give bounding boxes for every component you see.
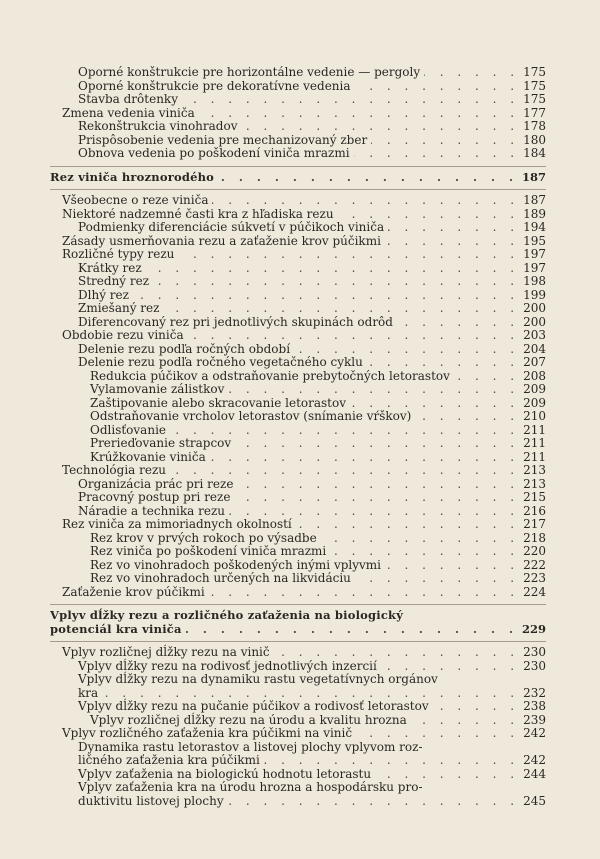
dot-leader — [209, 586, 519, 600]
toc-entry-title: duktivitu listovej plochy — [78, 793, 224, 808]
toc-page-number: 230 — [523, 645, 546, 659]
toc-page-number: 210 — [523, 409, 546, 423]
toc-entry — [50, 356, 546, 370]
toc-entry-title: Krúžkovanie viniča — [90, 449, 206, 464]
toc-entry-title: Prerieďovanie strapcov — [90, 436, 232, 450]
dot-leader — [415, 410, 519, 424]
dot-leader — [274, 646, 519, 660]
toc-entry-title: Rekonštrukcia vinohradov — [78, 119, 238, 133]
dot-leader — [381, 660, 519, 674]
toc-page-number: 211 — [523, 436, 546, 450]
dot-leader — [367, 356, 519, 370]
dot-leader — [235, 437, 519, 451]
toc-page-number: 175 — [523, 65, 546, 79]
dot-leader — [330, 545, 519, 559]
dot-leader — [411, 714, 519, 728]
toc-entry-title: Všeobecne o reze viniča — [62, 193, 209, 207]
dot-leader — [397, 316, 519, 330]
toc-entry-title: Odlisťovanie — [90, 422, 167, 437]
dot-leader — [182, 93, 519, 107]
toc-entry — [50, 518, 546, 532]
toc-entry — [50, 478, 546, 492]
dot-leader — [264, 754, 519, 768]
toc-entry — [50, 545, 546, 559]
toc-page-number: 204 — [523, 341, 546, 356]
toc-entry — [50, 194, 546, 208]
toc-entry — [50, 451, 546, 465]
toc-page-number: 211 — [523, 422, 546, 437]
toc-entry-title: Niektoré nadzemné časti kra z hľadiska rezu — [62, 206, 334, 221]
toc-page-number: 232 — [523, 685, 546, 700]
toc-page-number: 209 — [523, 382, 546, 396]
toc-entry — [50, 437, 546, 451]
dot-leader — [163, 302, 519, 316]
toc-page-number: 216 — [523, 503, 546, 518]
toc-entry — [50, 275, 546, 289]
toc-entry-title: Vplyv rozličnej dĺžky rezu na vinič — [62, 645, 270, 659]
toc-entry — [50, 107, 546, 121]
toc-entry-title: Odstraňovanie vrcholov letorastov (snímanie vŕškov) — [90, 409, 412, 423]
toc-section-heading — [50, 171, 546, 185]
dot-leader — [188, 329, 519, 343]
toc-page-number: 213 — [523, 476, 546, 491]
toc-entry-title: Vplyv zaťaženia kra na úrodu hrozna a hospodársku pro- — [78, 780, 423, 794]
toc-page-number: 203 — [523, 328, 546, 342]
toc-page-number: 187 — [523, 193, 546, 207]
toc-entry — [50, 316, 546, 330]
section-divider — [50, 166, 546, 167]
toc-entry — [50, 262, 546, 276]
toc-entry-title: Delenie rezu podľa ročných období — [78, 341, 291, 356]
toc-entry-title: Zaťaženie krov púčikmi — [62, 584, 205, 599]
dot-leader — [371, 134, 519, 148]
dot-leader — [186, 623, 518, 637]
toc-entry — [50, 505, 546, 519]
toc-entry — [50, 93, 546, 107]
toc-entry — [50, 302, 546, 316]
dot-leader — [350, 397, 519, 411]
toc-entry-title: Oporné konštrukcie pre horizontálne vedenie — pergoly — [78, 65, 421, 79]
toc-page-number: 208 — [523, 368, 546, 383]
toc-entry-title: Zmena vedenia viniča — [62, 105, 195, 120]
toc-page-number: 175 — [523, 92, 546, 106]
dot-leader — [355, 572, 519, 586]
dot-leader — [133, 289, 519, 303]
toc-entry — [50, 464, 546, 478]
dot-leader — [454, 370, 519, 384]
toc-entry — [50, 687, 546, 701]
section-divider — [50, 604, 546, 605]
toc-page-number: 209 — [523, 395, 546, 410]
toc-entry-title: Dynamika rastu letorastov a listovej plochy vplyvom roz- — [78, 739, 423, 754]
toc-entry — [50, 80, 546, 94]
dot-leader — [388, 221, 519, 235]
toc-entry — [50, 781, 546, 795]
toc-entry — [50, 289, 546, 303]
toc-entry-title: Rozličné typy rezu — [62, 247, 175, 261]
dot-leader — [433, 700, 519, 714]
toc-page-number: 194 — [523, 220, 546, 234]
toc-entry-title: Rez vo vinohradoch poškodených inými vplyvmi — [90, 557, 382, 572]
dot-leader — [241, 120, 519, 134]
toc-entry-title: Vplyv dĺžky rezu na pučanie púčikov a rodivosť letorastov — [78, 699, 429, 713]
dot-leader — [102, 687, 519, 701]
toc-entry — [50, 66, 546, 80]
toc-entry — [50, 383, 546, 397]
toc-page-number: 218 — [523, 530, 546, 545]
toc-entry — [50, 586, 546, 600]
toc-entry — [50, 235, 546, 249]
toc-page-number: 207 — [523, 355, 546, 369]
toc-section-heading — [50, 623, 546, 637]
toc-entry — [50, 572, 546, 586]
toc-entry — [50, 754, 546, 768]
dot-leader — [321, 532, 519, 546]
toc-page-number: 229 — [521, 621, 546, 636]
toc-entry-title: Rez vo vinohradoch určených na likvidáciu — [90, 571, 351, 585]
dot-leader — [424, 66, 519, 80]
toc-entry — [50, 410, 546, 424]
toc-page-number: 178 — [523, 119, 546, 133]
toc-entry-title: Technológia rezu — [62, 463, 167, 477]
toc-entry-title: Organizácia prác pri reze — [78, 476, 234, 491]
toc-entry-title: Delenie rezu podľa ročného vegetačného cyklu — [78, 355, 363, 369]
toc-entry-title: Pracovný postup pri reze — [78, 490, 231, 504]
toc-entry-title: Stredný rez — [78, 274, 150, 288]
toc-page-number: 244 — [523, 766, 546, 781]
toc-page-number: 200 — [523, 314, 546, 329]
dot-leader — [356, 727, 519, 741]
dot-leader — [237, 478, 519, 492]
toc-entry-title: Rez krov v prvých rokoch po výsadbe — [90, 530, 317, 545]
toc-entry — [50, 660, 546, 674]
toc-entry-title: Zmiešaný rez — [78, 301, 160, 315]
dot-leader — [294, 343, 519, 357]
toc-entry — [50, 491, 546, 505]
toc-entry — [50, 559, 546, 573]
toc-entry — [50, 673, 546, 687]
toc-entry — [50, 343, 546, 357]
dot-leader — [210, 451, 519, 465]
toc-entry — [50, 424, 546, 438]
toc-page-number: 217 — [523, 517, 546, 531]
section-divider — [50, 641, 546, 642]
dot-leader — [146, 262, 519, 276]
toc-entry-title: Stavba drôtenky — [78, 92, 178, 106]
dot-leader — [170, 424, 519, 438]
toc-entry — [50, 329, 546, 343]
toc-entry-title: Náradie a technika rezu — [78, 503, 226, 518]
toc-entry-title: Vplyv dĺžky rezu a rozličného zaťaženia na biologický — [50, 608, 404, 622]
dot-leader — [228, 795, 520, 809]
dot-leader — [234, 491, 519, 505]
toc-page-number: 224 — [523, 584, 546, 599]
toc-page-number: 223 — [523, 571, 546, 585]
toc-page-number: 215 — [523, 490, 546, 504]
toc-page-number: 238 — [523, 699, 546, 713]
toc-page-number: 180 — [523, 132, 546, 147]
dot-leader — [153, 275, 519, 289]
toc-entry-title: Obnova vedenia po poškodení viniča mrazmi — [78, 146, 350, 160]
toc-page-number: 198 — [523, 274, 546, 288]
toc-entry — [50, 700, 546, 714]
dot-leader — [178, 248, 519, 262]
toc-page-number: 222 — [523, 557, 546, 572]
toc-page-number: 213 — [523, 463, 546, 477]
toc-entry-title: Oporné konštrukcie pre dekoratívne vedenia — [78, 78, 351, 93]
toc-entry-title: Dlhý rez — [78, 287, 129, 302]
toc-entry-title: Prispôsobenie vedenia pre mechanizovaný zber — [78, 132, 368, 147]
dot-leader — [218, 171, 518, 185]
toc-entry-title: Zaštipovanie alebo skracovanie letorastov — [90, 395, 346, 410]
toc-entry-title: Rez viniča po poškodení viniča mrazmi — [90, 544, 327, 558]
toc-page-number: 200 — [523, 301, 546, 315]
toc-entry-title: ličného zaťaženia kra púčikmi — [78, 753, 260, 767]
toc-entry-title: Vplyv rozličnej dĺžky rezu na úrodu a kvalitu hrozna — [90, 712, 407, 727]
toc-entry — [50, 727, 546, 741]
table-of-contents — [50, 66, 546, 808]
toc-entry — [50, 370, 546, 384]
toc-entry-title: Redukcia púčikov a odstraňovanie prebytočných letorastov — [90, 368, 450, 383]
toc-entry-title: Vplyv dĺžky rezu na rodivosť jednotlivých inzercií — [78, 658, 377, 673]
toc-entry-title: Vplyv zaťaženia na biologickú hodnotu letorastu — [78, 766, 372, 781]
toc-section-heading — [50, 609, 546, 623]
dot-leader — [212, 194, 519, 208]
toc-entry-title: Vplyv rozličného zaťaženia kra púčikmi na vinič — [62, 726, 353, 740]
toc-entry — [50, 208, 546, 222]
dot-leader — [385, 235, 519, 249]
toc-entry-title: Diferencovaný rez pri jednotlivých skupinách odrôd — [78, 314, 393, 329]
toc-entry — [50, 248, 546, 262]
toc-entry-title: Vylamovanie zálistkov — [90, 382, 225, 396]
toc-entry — [50, 120, 546, 134]
dot-leader — [296, 518, 519, 532]
dot-leader — [385, 559, 519, 573]
dot-leader — [355, 80, 520, 94]
toc-entry-title: Rez viniča hroznorodého — [50, 169, 215, 184]
toc-entry-title: Zásady usmerňovania rezu a zaťaženie krov púčikmi — [62, 233, 381, 248]
toc-page-number: 189 — [523, 206, 546, 221]
toc-page-number: 242 — [523, 753, 546, 767]
toc-entry — [50, 397, 546, 411]
toc-entry-title: Podmienky diferenciácie súkvetí v púčikoch viniča — [78, 220, 385, 234]
dot-leader — [354, 147, 520, 161]
toc-entry-title: potenciál kra viniča — [50, 621, 182, 636]
toc-page-number: 187 — [521, 169, 546, 184]
dot-leader — [199, 107, 519, 121]
toc-entry-title: Obdobie rezu viniča — [62, 328, 184, 342]
dot-leader — [228, 383, 519, 397]
dot-leader — [338, 208, 520, 222]
toc-entry-title: Vplyv dĺžky rezu na dynamiku rastu vegetatívnych orgánov — [78, 672, 438, 686]
section-divider — [50, 189, 546, 190]
toc-page-number: 245 — [523, 793, 546, 808]
toc-page-number: 239 — [523, 712, 546, 727]
toc-page-number: 195 — [523, 233, 546, 248]
toc-page-number: 177 — [523, 105, 546, 120]
toc-page-number: 242 — [523, 726, 546, 740]
toc-page-number: 199 — [523, 287, 546, 302]
toc-page-number: 220 — [523, 544, 546, 558]
toc-entry-title: Krátky rez — [78, 260, 142, 275]
toc-entry-title: kra — [78, 685, 99, 700]
toc-entry — [50, 221, 546, 235]
toc-entry — [50, 532, 546, 546]
toc-entry — [50, 768, 546, 782]
dot-leader — [229, 505, 519, 519]
toc-entry — [50, 134, 546, 148]
toc-page-number: 197 — [523, 247, 546, 261]
toc-entry — [50, 147, 546, 161]
toc-page-number: 197 — [523, 260, 546, 275]
toc-page-number: 175 — [523, 78, 546, 93]
toc-entry — [50, 795, 546, 809]
toc-page-number: 230 — [523, 658, 546, 673]
toc-entry — [50, 741, 546, 755]
dot-leader — [170, 464, 519, 478]
dot-leader — [375, 768, 519, 782]
toc-page-number: 211 — [523, 449, 546, 464]
toc-entry — [50, 646, 546, 660]
toc-entry — [50, 714, 546, 728]
toc-page-number: 184 — [523, 146, 546, 160]
toc-entry-title: Rez viniča za mimoriadnych okolností — [62, 517, 292, 531]
